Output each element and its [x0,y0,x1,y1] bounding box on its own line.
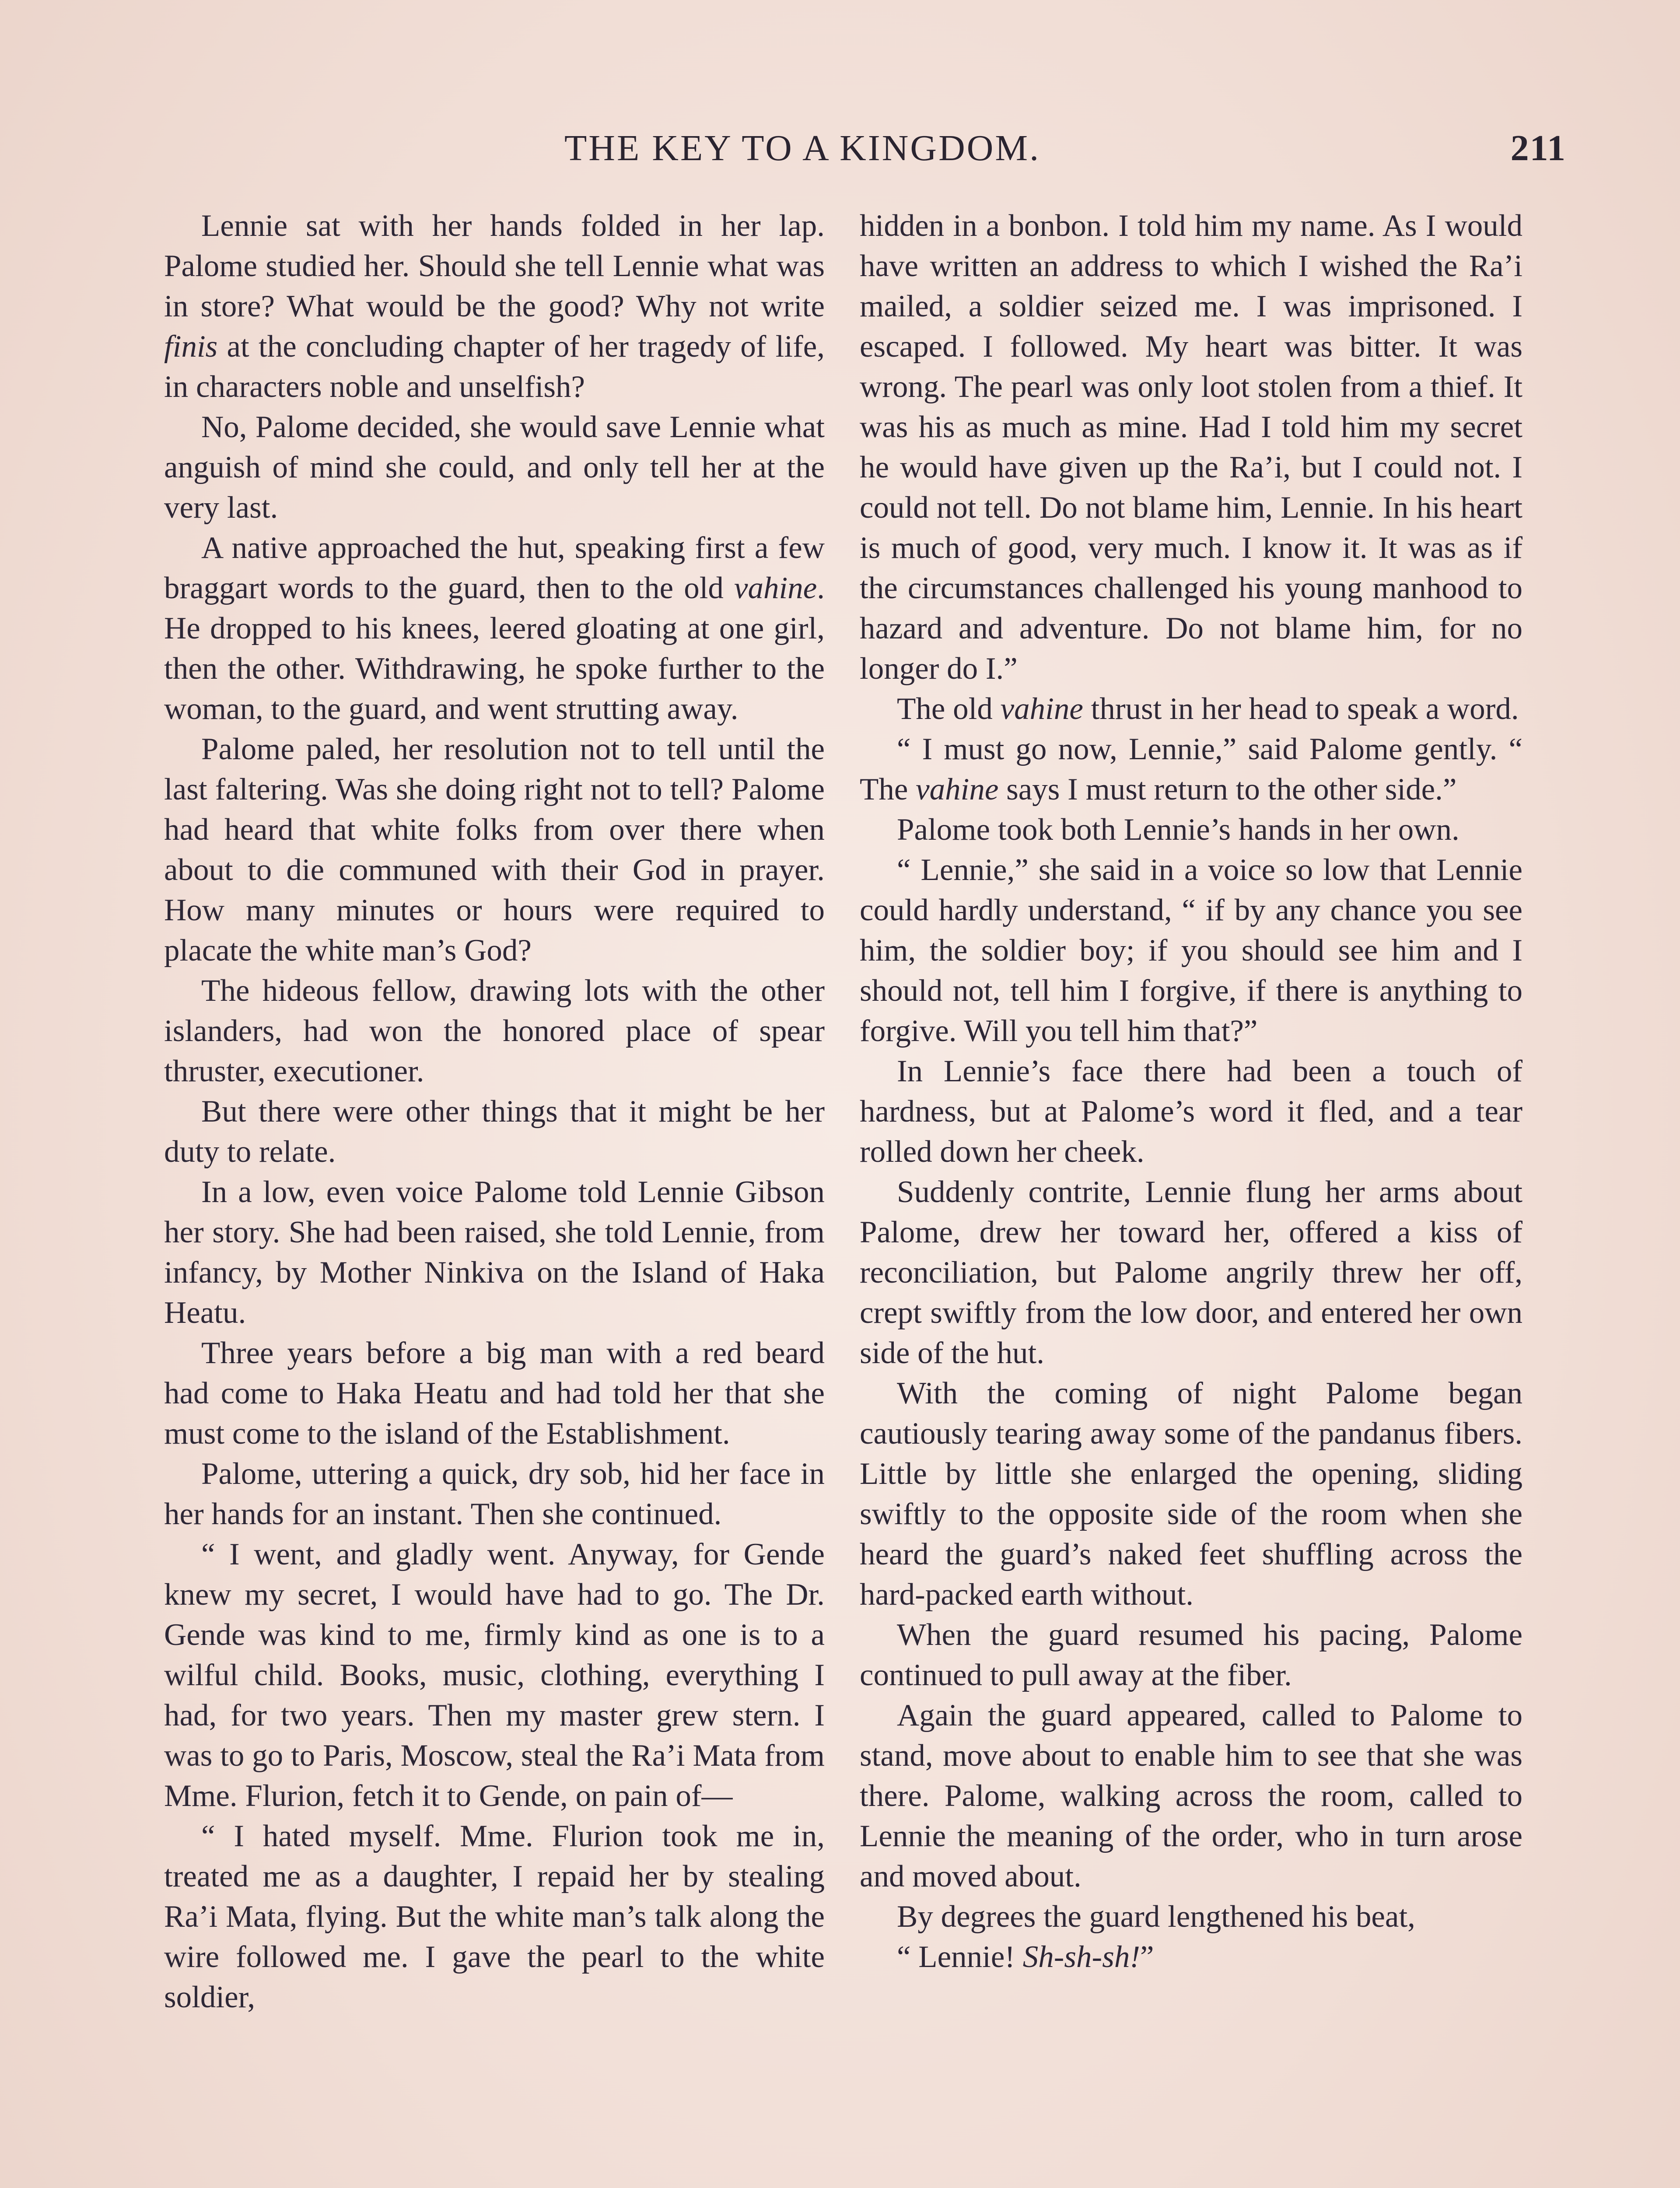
paragraph: “ I hated myself. Mme. Flurion took me in, treated me as a daughter, I repaid her by stealing Ra’i Mata, flying. But the white man’s talk along the wire followed me. I gave the pearl to the white soldier, [164,1819,825,2014]
paragraph: Three years before a big man with a red beard had come to Haka Heatu and had told her that she must come to the island of the Establishment. [164,1336,825,1451]
paragraph-continued: hidden in a bonbon. I told him my name. As I would have written an address to which I wished the Ra’i mailed, a soldier seized me. I was imprisoned. I escaped. I followed. My heart was bitter. It was wrong. The pearl was only loot stolen from a thief. It was his as much as mine. Had I told him my secret he would have given up the Ra’i, but I could not. I could not tell. Do not blame him, Lennie. In his heart is much of good, very much. I know it. It was as if the circumstances challenged his young manhood to hazard and adventure. Do not blame him, for no longer do I.” [860,209,1522,686]
page-header [564,127,1566,175]
paragraph: A native approached the hut, speaking first a few braggart words to the guard, then to the old vahine. He dropped to his knees, leered gloating at one girl, then the other. Withdrawing, he spoke further to the woman, to the guard, and went strutting away. [164,531,825,726]
page-number: 211 [1510,128,1566,168]
paragraph: No, Palome decided, she would save Lennie what anguish of mind she could, and only tell her at the very last. [164,410,825,525]
paragraph: Suddenly contrite, Lennie flung her arms about Palome, drew her toward her, offered a kiss of reconciliation, but Palome angrily threw her off, crept swiftly from the low door, and entered her own side of the hut. [860,1175,1522,1370]
paragraph: Palome paled, her resolution not to tell until the last faltering. Was she doing right not to tell? Palome had heard that white folks from over there when about to die communed with their God in prayer. How many minutes or hours were required to placate the white man’s God? [164,732,825,968]
paragraph: Palome took both Lennie’s hands in her own. [897,813,1460,847]
paragraph: The old vahine thrust in her head to speak a word. [897,692,1519,726]
paragraph: But there were other things that it might be her duty to relate. [164,1094,825,1169]
paragraph: “ Lennie,” she said in a voice so low that Lennie could hardly understand, “ if by any chance you see him, the soldier boy; if you should see him and I should not, tell him I forgive, if there is anything to forgive. Will you tell him that?” [860,853,1522,1048]
paragraph: In Lennie’s face there had been a touch of hardness, but at Palome’s word it fled, and a tear rolled down her cheek. [860,1054,1522,1169]
paragraph: “ Lennie! Sh-sh-sh!” [897,1940,1154,1974]
paragraph: Lennie sat with her hands folded in her lap. Palome studied her. Should she tell Lennie what was in store? What would be the good? Why not write finis at the concluding chapter of her tragedy of life, in characters noble and unselfish? [164,209,825,404]
left-column [164,206,825,2017]
right-column [860,206,1522,1977]
paragraph: The hideous fellow, drawing lots with the other islanders, had won the honored place of spear thruster, executioner. [164,974,825,1088]
running-title: THE KEY TO A KINGDOM. [564,128,1041,168]
paragraph: “ I must go now, Lennie,” said Palome gently. “ The vahine says I must return to the other side.” [860,732,1522,806]
paragraph: By degrees the guard lengthened his beat, [897,1900,1415,1934]
paragraph: In a low, even voice Palome told Lennie Gibson her story. She had been raised, she told Lennie, from infancy, by Mother Ninkiva on the Island of Haka Heatu. [164,1175,825,1330]
paragraph: Palome, uttering a quick, dry sob, hid her face in her hands for an instant. Then she continued. [164,1457,825,1531]
paragraph: Again the guard appeared, called to Palome to stand, move about to enable him to see that she was there. Palome, walking across the room, called to Lennie the meaning of the order, who in turn arose and moved about. [860,1698,1522,1893]
paragraph: “ I went, and gladly went. Anyway, for Gende knew my secret, I would have had to go. The Dr. Gende was kind to me, firmly kind as one is to a wilful child. Books, music, clothing, everything I had, for two years. Then my master grew stern. I was to go to Paris, Moscow, steal the Ra’i Mata from Mme. Flurion, fetch it to Gende, on pain of— [164,1537,825,1813]
paragraph: When the guard resumed his pacing, Palome continued to pull away at the fiber. [860,1618,1522,1692]
paragraph: With the coming of night Palome began cautiously tearing away some of the pandanus fibers. Little by little she enlarged the opening, sliding swiftly to the opposite side of the room when she heard the guard’s naked feet shuffling across the hard-packed earth without. [860,1376,1522,1612]
